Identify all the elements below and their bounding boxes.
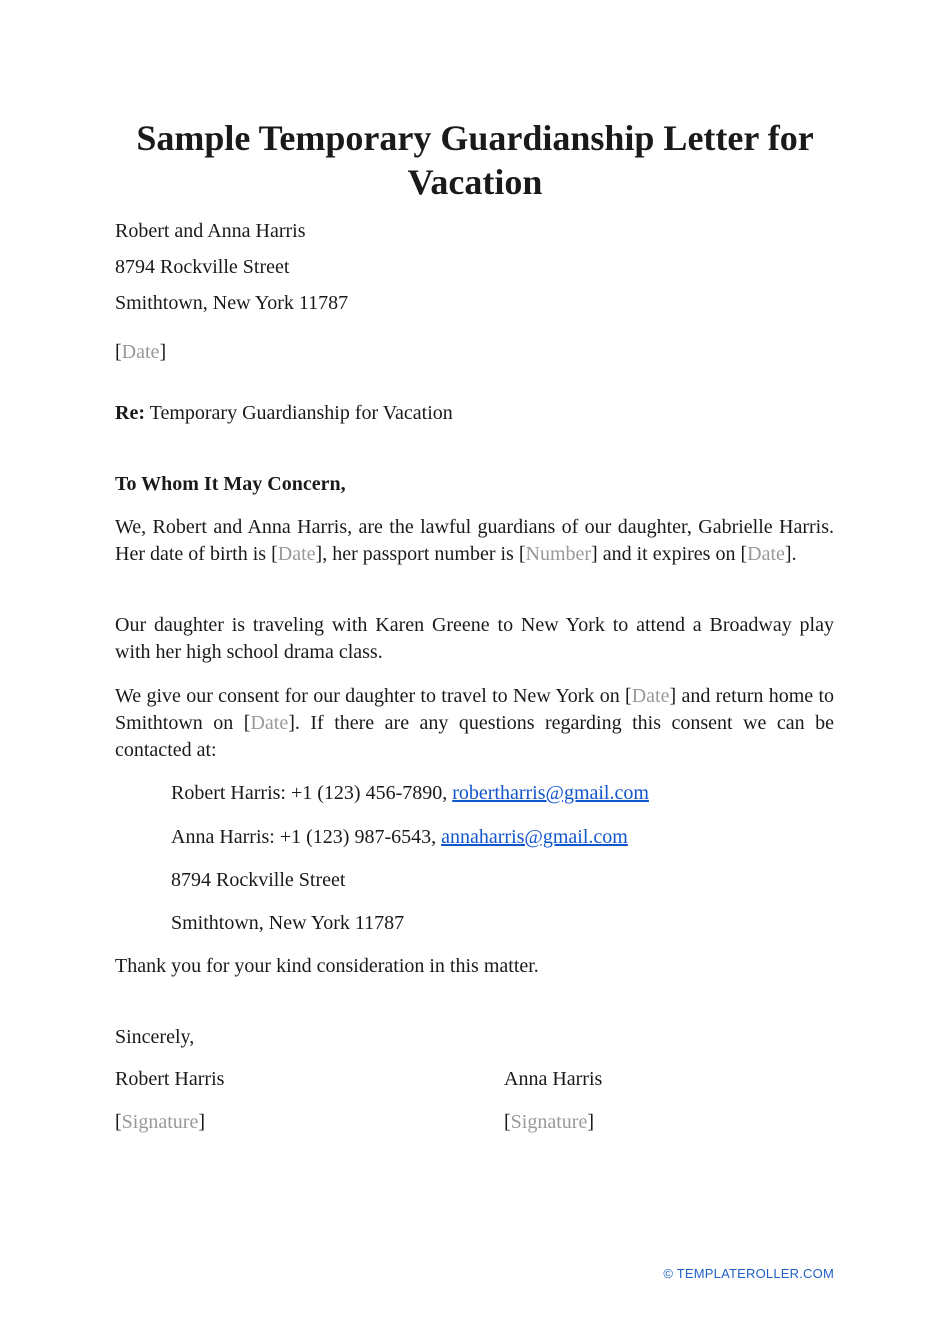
contact-anna-text: Anna Harris: +1 (123) 987-6543, (171, 826, 442, 848)
re-text: Temporary Guardianship for Vacation (149, 402, 453, 424)
paragraph-guardians: We, Robert and Anna Harris, are the lawful guardians of our daughter, Gabrielle Harris. Her date of birth is [Date], her passport number is [Number] and it expires on [Date]. (115, 516, 834, 565)
robert-email-link[interactable]: robertharris@gmail.com (452, 782, 649, 804)
return-date-placeholder: Date (250, 712, 289, 734)
closing: Sincerely, (115, 1026, 195, 1048)
contact-robert-text: Robert Harris: +1 (123) 456-7890, (171, 782, 453, 804)
para3-text-a: We give our consent for our daughter to travel to New York on (115, 685, 626, 707)
thanks-line: Thank you for your kind consideration in this matter. (115, 955, 539, 977)
para1-text-d: . (791, 543, 797, 565)
footer-brand[interactable] (663, 1266, 834, 1282)
para3-text-c: . If there are any questions regarding this consent we can be contacted at: (115, 712, 834, 761)
signer-anna: Anna Harris (504, 1068, 603, 1090)
para1-text-b: , her passport number is (322, 543, 519, 565)
paragraph-travel: Our daughter is traveling with Karen Greene to New York to attend a Broadway play with her high school drama class. (115, 614, 834, 663)
signer-robert: Robert Harris (115, 1068, 225, 1090)
sender-city: Smithtown, New York 11787 (115, 292, 349, 314)
paragraph-consent: We give our consent for our daughter to travel to New York on [Date] and return home to Smithtown on [Date]. If there are any questions regarding this consent we can be contacted at: (115, 685, 835, 761)
re-line (115, 400, 453, 426)
para1-text-a: We, Robert and Anna Harris, are the lawful guardians of our daughter, Gabrielle Harris. Her date of birth is (115, 516, 834, 565)
expiry-date-placeholder: Date (747, 543, 785, 565)
para3-text-b: and return home to Smithtown on (115, 685, 835, 734)
signature-anna: [Signature] (504, 1111, 594, 1133)
document-title: Sample Temporary Guardianship Letter for Vacation (136, 118, 814, 202)
contact-city: Smithtown, New York 11787 (171, 912, 405, 934)
signature-robert: [Signature] (115, 1111, 205, 1133)
para1-text-c: and it expires on (597, 543, 741, 565)
date-line: [Date] (115, 341, 167, 363)
anna-email-link[interactable]: annaharris@gmail.com (441, 826, 628, 848)
contact-robert (171, 780, 649, 806)
sender-name: Robert and Anna Harris (115, 220, 306, 242)
travel-date-placeholder: Date (631, 685, 670, 707)
contact-street: 8794 Rockville Street (171, 869, 346, 891)
signature-placeholder-robert: Signature (121, 1111, 199, 1133)
passport-number-placeholder: Number (525, 543, 592, 565)
copyright-icon: © (663, 1266, 674, 1281)
salutation: To Whom It May Concern, (115, 473, 346, 495)
signature-placeholder-anna: Signature (510, 1111, 588, 1133)
contact-anna (171, 824, 628, 850)
date-placeholder: Date (121, 341, 160, 363)
re-label: Re: (115, 402, 145, 424)
birth-date-placeholder: Date (277, 543, 316, 565)
sender-street: 8794 Rockville Street (115, 256, 290, 278)
footer-brand-text: TEMPLATEROLLER.COM (676, 1266, 834, 1281)
